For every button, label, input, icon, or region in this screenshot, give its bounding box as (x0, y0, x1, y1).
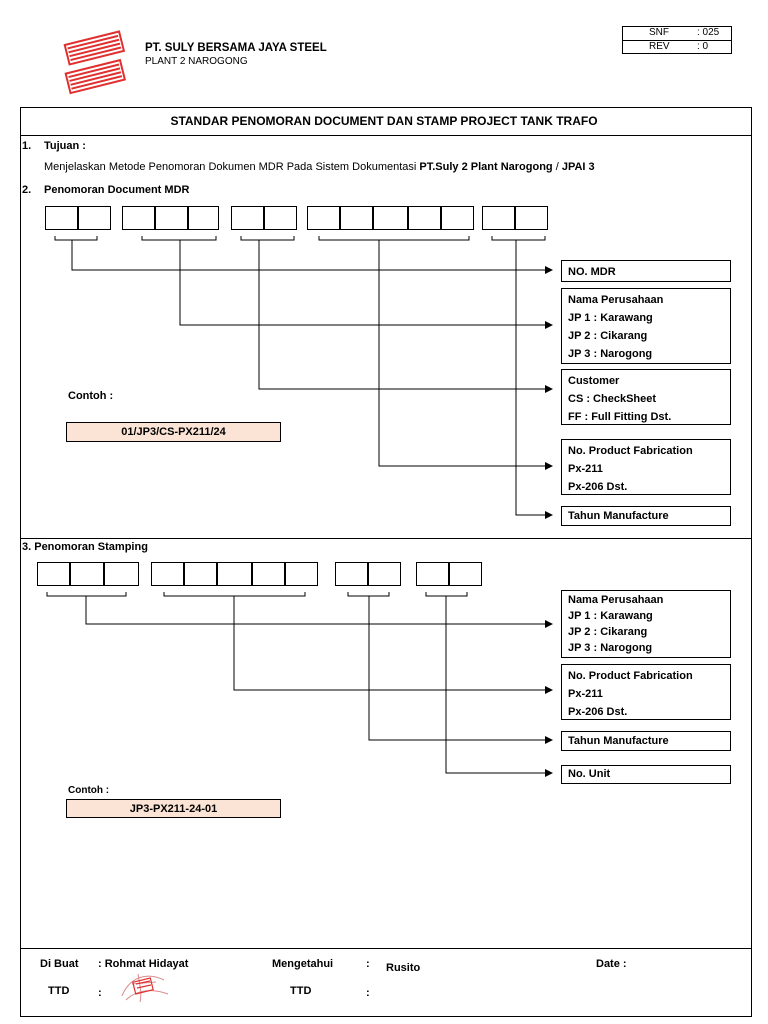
page-title: STANDAR PENOMORAN DOCUMENT DAN STAMP PROJECT TANK TRAFO (170, 114, 598, 128)
footer-ttd2-colon: : (366, 987, 370, 999)
footer-mengetahui-label: Mengetahui (272, 958, 334, 970)
doc-info-label-rev: REV (649, 41, 670, 52)
section3-heading: 3. Penomoran Stamping (22, 541, 148, 553)
company-name: PT. SULY BERSAMA JAYA STEEL (145, 42, 327, 54)
section2-heading: Penomoran Document MDR (44, 184, 190, 196)
stamp-example-value: JP3-PX211-24-01 (66, 799, 281, 818)
section2-number: 2. (22, 184, 32, 196)
stamp-box-tahun-manufacture: Tahun Manufacture (561, 731, 731, 751)
doc-info-label-snf: SNF (649, 27, 669, 38)
mdr-box-no-mdr: NO. MDR (561, 260, 731, 282)
footer-dibuat-value: : Rohmat Hidayat (98, 958, 189, 970)
footer-ttd1-label: TTD (48, 985, 70, 997)
footer-mengetahui-colon: : (366, 958, 370, 970)
section1-text: Menjelaskan Metode Penomoran Dokumen MDR Pada Sistem Dokumentasi PT.Suly 2 Plant Narogong / JPAI 3 (44, 161, 595, 173)
footer-ttd2-label: TTD (290, 985, 312, 997)
footer-date-label: Date : (596, 958, 627, 970)
mdr-example-value: 01/JP3/CS-PX211/24 (66, 422, 281, 442)
stamp-box-nama-perusahaan: Nama Perusahaan JP 1 : Karawang JP 2 : Cikarang JP 3 : Narogong (561, 590, 731, 658)
plant-name: PLANT 2 NAROGONG (145, 56, 248, 67)
mdr-example-label: Contoh : (68, 390, 114, 402)
mdr-box-tahun-manufacture: Tahun Manufacture (561, 506, 731, 526)
section1-number: 1. (22, 140, 32, 152)
footer-ttd1-colon: : (98, 987, 102, 999)
section1-heading: Tujuan : (44, 140, 86, 152)
footer-mengetahui-value: Rusito (386, 962, 421, 974)
stamp-box-product-fabrication: No. Product Fabrication Px-211 Px-206 Dst. (561, 664, 731, 720)
doc-info-value-snf: : 025 (697, 27, 720, 38)
mdr-box-customer: Customer CS : CheckSheet FF : Full Fitting Dst. (561, 369, 731, 425)
footer-dibuat-label: Di Buat (40, 958, 79, 970)
doc-info-value-rev: : 0 (697, 41, 709, 52)
stamp-box-no-unit: No. Unit (561, 765, 731, 784)
mdr-box-nama-perusahaan: Nama Perusahaan JP 1 : Karawang JP 2 : Cikarang JP 3 : Narogong (561, 288, 731, 364)
signature-image (118, 966, 172, 1006)
stamp-example-label: Contoh : (68, 785, 110, 796)
mdr-box-product-fabrication: No. Product Fabrication Px-211 Px-206 Dst. (561, 439, 731, 495)
